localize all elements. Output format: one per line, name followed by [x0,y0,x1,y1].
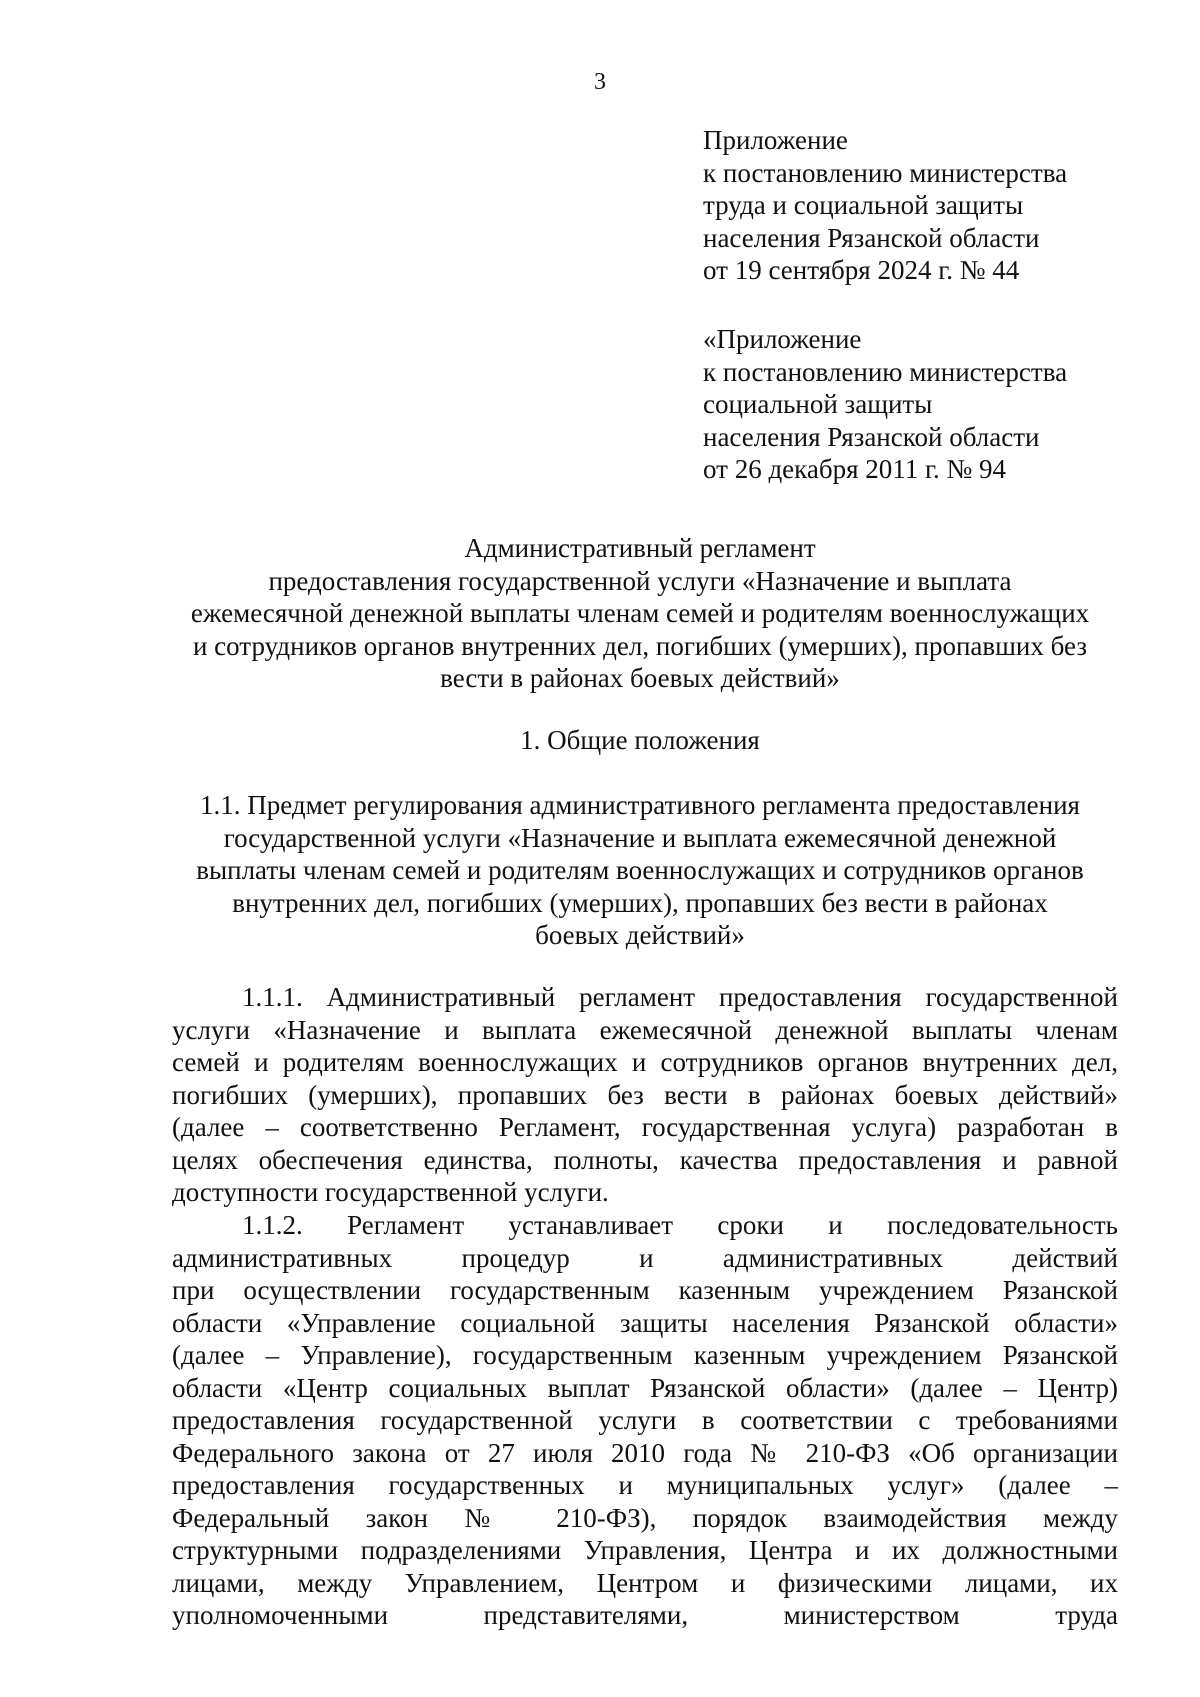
paragraph-line: доступности государственной услуги. [172,1177,609,1207]
subsection-line: 1.1. Предмет регулирования административного регламента предоставления [200,790,1080,820]
paragraph-line: предоставления государственной услуги в соответствии с требованиями [172,1405,1118,1435]
paragraph-line: Федерального закона от 27 июля 2010 года № 210-ФЗ «Об организации [172,1437,1118,1468]
appendix-line: населения Рязанской области [703,222,1040,253]
title-line: Административный регламент [464,533,816,563]
paragraph-line: (далее – Управление), государственным казенным учреждением Рязанской [172,1340,1118,1370]
appendix-header-original [703,323,1123,486]
paragraph-1-1-2 [172,1209,1118,1632]
appendix-line: к постановлению министерства [703,356,1068,387]
subsection-line: внутренних дел, погибших (умерших), пропавших без вести в районах [232,887,1048,918]
paragraph-line: структурными подразделениями Управления, Центра и их должностными [172,1535,1118,1565]
appendix-line: «Приложение [703,324,862,354]
appendix-line: Приложение [703,125,848,155]
paragraph-line: предоставления государственных и муниципальных услуг» (далее – [172,1470,1118,1500]
paragraph-line: семей и родителям военнослужащих и сотрудников органов внутренних дел, [172,1047,1118,1077]
paragraph-line: лицами, между Управлением, Центром и физическими лицами, их [172,1567,1118,1598]
section-heading-text: 1. Общие положения [520,725,760,755]
paragraph-1-1-1 [172,981,1118,1209]
subsection-line: выплаты членам семей и родителям военнослужащих и сотрудников органов [196,855,1084,885]
paragraph-line: Федеральный закон № 210-ФЗ), порядок взаимодействия между [172,1502,1118,1533]
appendix-line: населения Рязанской области [703,421,1040,452]
appendix-header-current [703,124,1123,287]
paragraph-line: (далее – соответственно Регламент, государственная услуга) разработан в [172,1112,1118,1142]
subsection-line: государственной услуги «Назначение и выплата ежемесячной денежной [223,822,1057,853]
paragraph-line: уполномоченными представителями, министерством труда [172,1600,1118,1630]
paragraph-line: при осуществлении государственным казенным учреждением Рязанской [172,1275,1118,1305]
paragraph-line: области «Центр социальных выплат Рязанской области» (далее – Центр) [172,1372,1118,1403]
subsection-line: боевых действий» [535,920,745,950]
paragraph-line: 1.1.2. Регламент устанавливает сроки и последовательность [242,1210,1118,1240]
paragraph-line: целях обеспечения единства, полноты, качества предоставления и равной [172,1144,1118,1175]
document-title [160,532,1120,695]
title-line: ежемесячной денежной выплаты членам семей и родителям военнослужащих [190,598,1090,628]
appendix-line: от 19 сентября 2024 г. № 44 [703,255,1020,285]
paragraph-line: услуги «Назначение и выплата ежемесячной денежной выплаты членам [172,1014,1118,1045]
title-line: вести в районах боевых действий» [440,663,840,693]
title-line: и сотрудников органов внутренних дел, погибших (умерших), пропавших без [192,630,1087,661]
paragraph-line: 1.1.1. Административный регламент предоставления государственной [242,982,1118,1012]
paragraph-line: административных процедур и административных действий [172,1242,1118,1273]
title-line: предоставления государственной услуги «Назначение и выплата [268,565,1012,596]
paragraph-line: области «Управление социальной защиты населения Рязанской области» [172,1307,1118,1338]
appendix-line: к постановлению министерства [703,157,1068,188]
appendix-line: от 26 декабря 2011 г. № 94 [703,454,1007,484]
section-heading [160,724,1120,757]
appendix-line: труда и социальной защиты [703,190,1024,220]
subsection-heading [160,789,1120,952]
paragraph-line: погибших (умерших), пропавших без вести в районах боевых действий» [172,1079,1118,1110]
page-number: 3 [594,69,606,95]
appendix-line: социальной защиты [703,389,933,419]
